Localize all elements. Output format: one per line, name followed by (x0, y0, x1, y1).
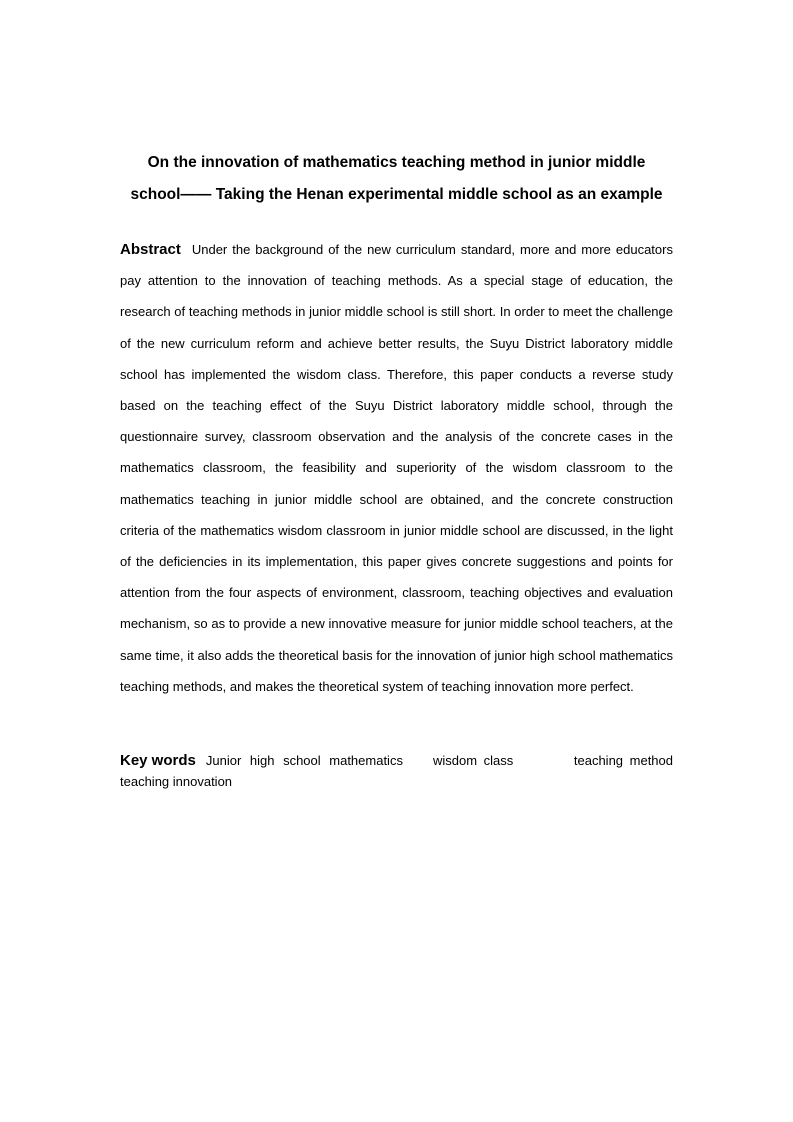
paper-title-line-2: school—— Taking the Henan experimental middle school as an example (130, 186, 663, 203)
keywords-row (120, 750, 673, 771)
keywords-heading: Key words (120, 752, 196, 769)
keyword-item: Junior high school mathematics (205, 753, 403, 768)
keywords-section (120, 750, 673, 792)
abstract-heading: Abstract (120, 241, 181, 258)
abstract-section (120, 234, 673, 702)
abstract-text: Under the background of the new curriculum standard, more and more educators pay attention to the innovation of teaching methods. As a special stage of education, the research of teaching methods in junior middle school is still short. In order to meet the challenge of the new curriculum reform and achieve better results, the Suyu District laboratory middle school has implemented the wisdom class. Therefore, this paper conducts a reverse study based on the teaching effect of the Suyu District laboratory middle school, through the questionnaire survey, classroom observation and the analysis of the concrete cases in the mathematics classroom, the feasibility and superiority of the wisdom classroom to the mathematics teaching in junior middle school are obtained, and the concrete construction criteria of the mathematics wisdom classroom in junior middle school are discussed, in the light of the deficiencies in its implementation, this paper gives concrete suggestions and points for attention from the four aspects of environment, classroom, teaching objectives and evaluation mechanism, so as to provide a new innovative measure for junior middle school teachers, at the same time, it also adds the theoretical basis for the innovation of junior high school mathematics teaching methods, and makes the theoretical system of teaching innovation more perfect. (120, 242, 673, 694)
keyword-item: teaching innovation (120, 774, 233, 789)
paper-title-line-1: On the innovation of mathematics teaching method in junior middle (147, 154, 646, 171)
keyword-item: wisdom class (432, 753, 514, 768)
keyword-item: teaching method (573, 753, 673, 768)
